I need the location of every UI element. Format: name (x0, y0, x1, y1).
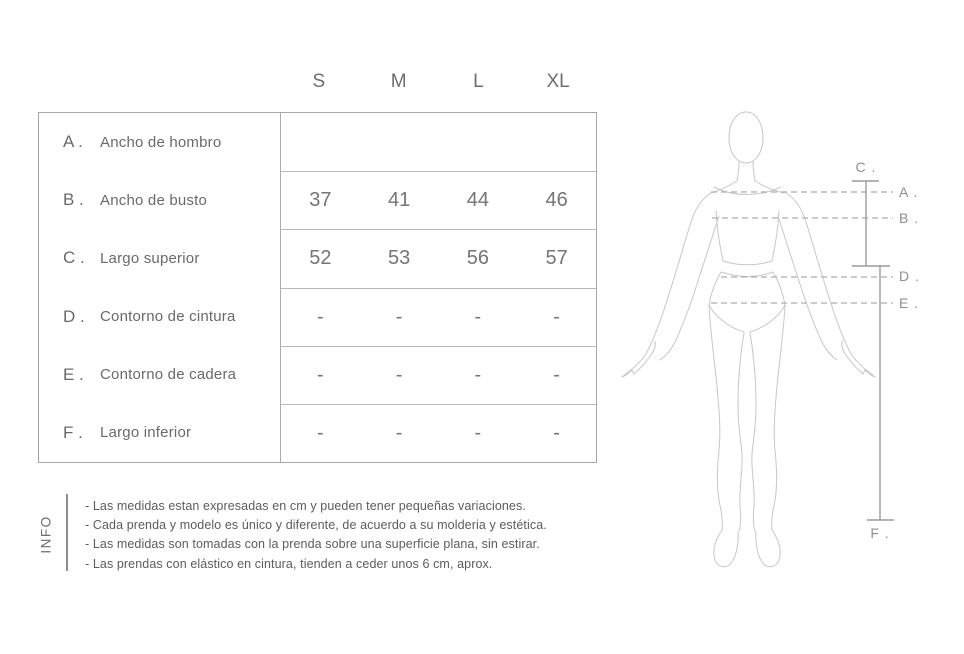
value-cell-xl: - (553, 363, 560, 386)
value-cell-m: 53 (388, 247, 411, 270)
info-title: INFO (38, 515, 54, 554)
size-header-label: L (473, 71, 484, 92)
row-letter: B . (63, 190, 84, 210)
value-cell-l: 56 (466, 247, 489, 270)
row-letter: E . (63, 364, 84, 384)
value-cell-s: - (317, 363, 324, 386)
figure-label-a: A . (899, 184, 919, 200)
size-header-label: XL (546, 71, 570, 92)
value-cell-m: 41 (388, 189, 411, 212)
measure-span-f (867, 266, 894, 520)
info-note-line: - Las medidas son tomadas con la prenda sobre una superficie plana, sin estirar. (85, 537, 540, 552)
size-header-label: S (312, 71, 326, 92)
row-measure-name: Contorno de cintura (100, 308, 236, 326)
figure-label-c: C . (855, 159, 877, 175)
row-letter: C . (63, 248, 85, 268)
row-measure-name: Contorno de cadera (100, 366, 237, 384)
size-header-label: M (390, 71, 407, 92)
row-measure-name: Ancho de hombro (100, 133, 222, 151)
value-cell-xl: - (553, 421, 560, 444)
value-cell-xl: 57 (545, 247, 568, 270)
value-cell-xl: 46 (545, 189, 568, 212)
figure-label-b: B . (899, 210, 920, 226)
value-cell-m: - (395, 305, 403, 328)
value-cell-m: - (395, 421, 403, 444)
measure-span-c (852, 181, 890, 266)
info-note-line: - Las prendas con elástico en cintura, tienden a ceder unos 6 cm, aprox. (85, 556, 493, 571)
figure-label-e: E . (899, 295, 920, 311)
value-cell-l: 44 (466, 189, 489, 212)
female-figure-outline (622, 112, 875, 567)
row-measure-name: Ancho de busto (100, 191, 208, 209)
value-cell-s: - (317, 305, 324, 328)
value-cell-l: - (474, 363, 482, 386)
value-cell-s: - (317, 421, 324, 444)
figure-label-d: D . (899, 268, 920, 284)
row-measure-name: Largo superior (100, 249, 200, 267)
row-letter: D . (63, 306, 85, 326)
value-cell-s: 52 (309, 247, 332, 270)
info-note-line: - Las medidas estan expresadas en cm y pueden tener pequeñas variaciones. (85, 499, 526, 513)
value-cell-m: - (395, 363, 403, 386)
row-letter: A . (63, 132, 83, 152)
value-cell-l: - (474, 421, 482, 444)
value-cell-s: 37 (309, 189, 332, 212)
row-measure-name: Largo inferior (100, 424, 192, 442)
info-note-line: - Cada prenda y modelo es único y diferente, de acuerdo a su molderia y estética. (85, 518, 547, 533)
figure-label-f: F . (870, 525, 890, 541)
value-cell-l: - (474, 305, 482, 328)
measure-guides (711, 181, 894, 520)
row-letter: F . (63, 422, 83, 442)
value-cell-xl: - (553, 305, 560, 328)
